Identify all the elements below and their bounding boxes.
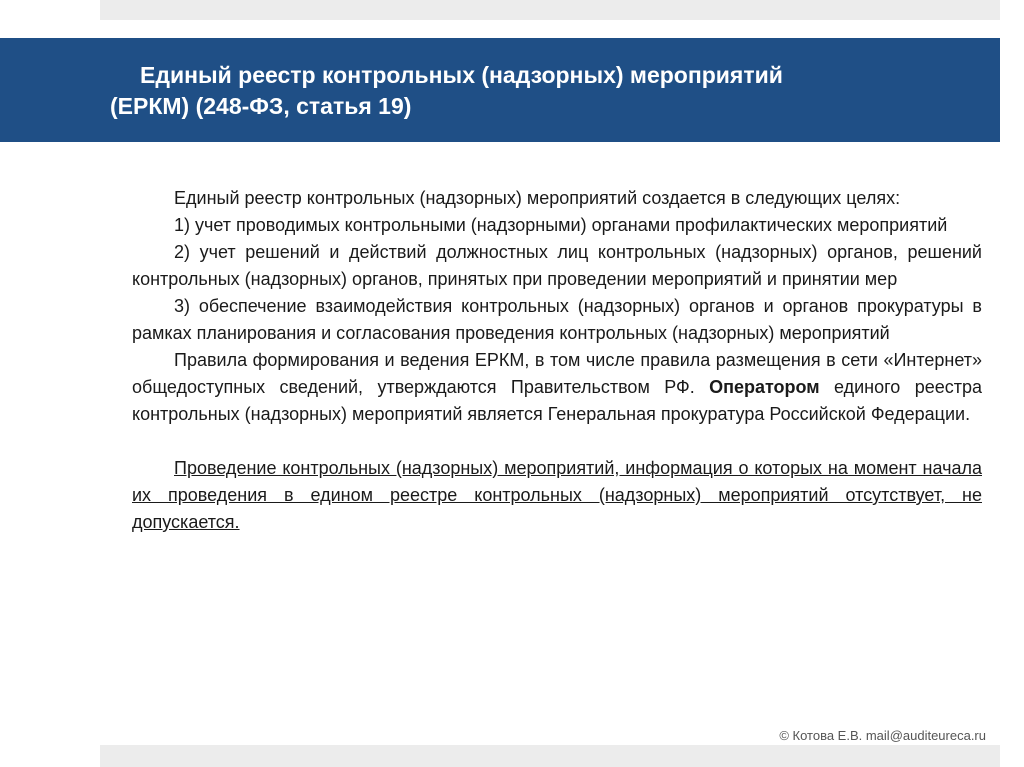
top-decorative-strip xyxy=(100,0,1000,20)
slide-title-line1: Единый реестр контрольных (надзорных) мероприятий xyxy=(140,62,783,88)
slide-body xyxy=(132,185,982,536)
slide-title-line2: (ЕРКМ) (248-ФЗ, статья 19) xyxy=(110,93,412,119)
bottom-decorative-strip xyxy=(100,745,1000,767)
goal-item-1: 1) учет проводимых контрольными (надзорными) органами профилактических мероприятий xyxy=(174,215,948,235)
slide-title xyxy=(110,60,980,122)
title-banner xyxy=(0,38,1000,142)
rules-text-part2: единого реестра контрольных (надзорных) мероприятий является Генеральная прокуратура Российской Федерации. xyxy=(132,377,983,424)
rules-text-part1: Правила формирования и ведения ЕРКМ, в том числе правила размещения в сети «Интернет» общедоступных сведений, утверждаются Правительством РФ. xyxy=(132,350,982,397)
notice-paragraph xyxy=(132,455,982,536)
rules-paragraph xyxy=(132,347,982,428)
notice-text: Проведение контрольных (надзорных) мероприятий, информация о которых на момент начала их проведения в едином реестре контрольных (надзорных) мероприятий отсутствует, не допускается. xyxy=(132,458,982,532)
operator-term: Оператором xyxy=(709,377,820,397)
intro-paragraph: Единый реестр контрольных (надзорных) мероприятий создается в следующих целях: xyxy=(174,188,901,208)
footer-copyright: © Котова Е.В. mail@auditeureca.ru xyxy=(779,728,986,743)
goal-item-2: 2) учет решений и действий должностных лиц контрольных (надзорных) органов, решений контрольных (надзорных) органов, принятых при проведении мероприятий и принятии мер xyxy=(132,242,982,289)
goal-item-3: 3) обеспечение взаимодействия контрольных (надзорных) органов и органов прокуратуры в рамках планирования и согласования проведения контрольных (надзорных) мероприятий xyxy=(132,296,982,343)
